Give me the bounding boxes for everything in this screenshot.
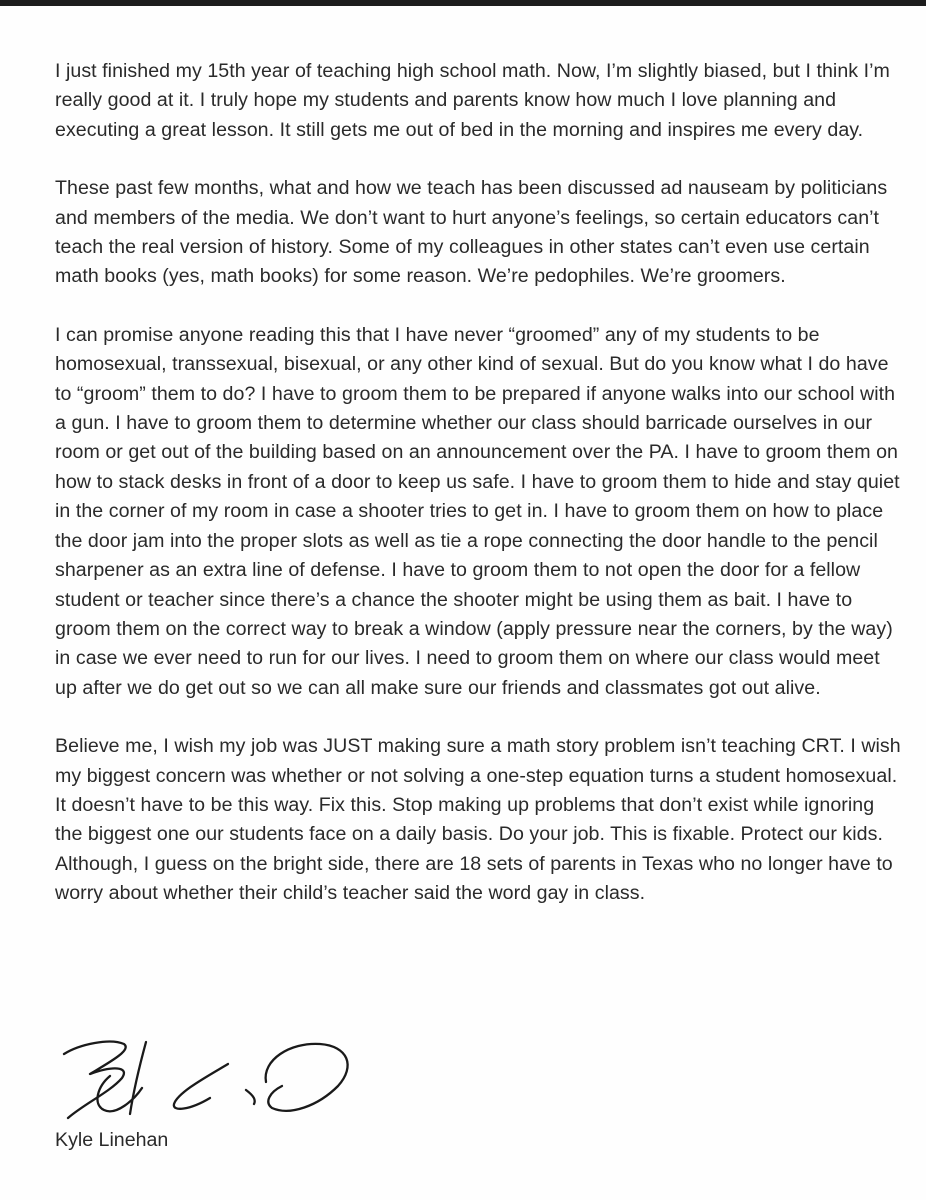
signature-stroke-3: [130, 1042, 146, 1114]
signature-stroke-1: [64, 1042, 126, 1118]
signature-stroke-5: [266, 1044, 348, 1111]
top-border: [0, 0, 926, 6]
letter-paragraph-4: Believe me, I wish my job was JUST making sure a math story problem isn’t teaching CRT. I wish my biggest concern was whether or not solving a one-step equation turns a student homosexual. It doesn’t have to be this way. Fix this. Stop making up problems that don’t exist while ignoring the biggest one our students face on a daily basis. Do your job. This is fixable. Protect our kids. Although, I guess on the bright side, there are 18 sets of parents in Texas who no longer have to worry about whether their child’s teacher said the word gay in class.: [55, 735, 901, 905]
signature-graphic: [50, 1030, 380, 1130]
letter-body: [55, 57, 905, 909]
signer-name: Kyle Linehan: [55, 1129, 169, 1151]
letter-paragraph-1: I just finished my 15th year of teaching high school math. Now, I’m slightly biased, but I think I’m really good at it. I truly hope my students and parents know how much I love planning and executing a great lesson. It still gets me out of bed in the morning and inspires me every day.: [55, 60, 890, 141]
letter-paragraph-3: I can promise anyone reading this that I have never “groomed” any of my students to be homosexual, transsexual, bisexual, or any other kind of sexual. But do you know what I do have to “groom” them to do? I have to groom them to be prepared if anyone walks into our school with a gun. I have to groom them to determine whether our class should barricade ourselves in our room or get out of the building based on an announcement over the PA. I have to groom them on how to stack desks in front of a door to keep us safe. I have to groom them to hide and stay quiet in the corner of my room in case a shooter tries to get in. I have to groom them on how to place the door jam into the proper slots as well as tie a rope connecting the door handle to the pencil sharpener as an extra line of defense. I have to groom them to not open the door for a fellow student or teacher since there’s a chance the shooter might be using them as bait. I have to groom them on the correct way to break a window (apply pressure near the corners, by the way) in case we ever need to run for our lives. I need to groom them on where our class would meet up after we do get out so we can all make sure our friends and classmates got out alive.: [55, 323, 900, 699]
handwritten-signature: [50, 1030, 380, 1130]
signature-stroke-6: [246, 1090, 255, 1104]
letter-paragraph-2: These past few months, what and how we teach has been discussed ad nauseam by politicians and members of the media. We don’t want to hurt anyone’s feelings, so certain educators can’t teach the real version of history. Some of my colleagues in other states can’t even use certain math books (yes, math books) for some reason. We’re pedophiles. We’re groomers.: [55, 177, 888, 288]
signature-stroke-4: [174, 1064, 228, 1109]
